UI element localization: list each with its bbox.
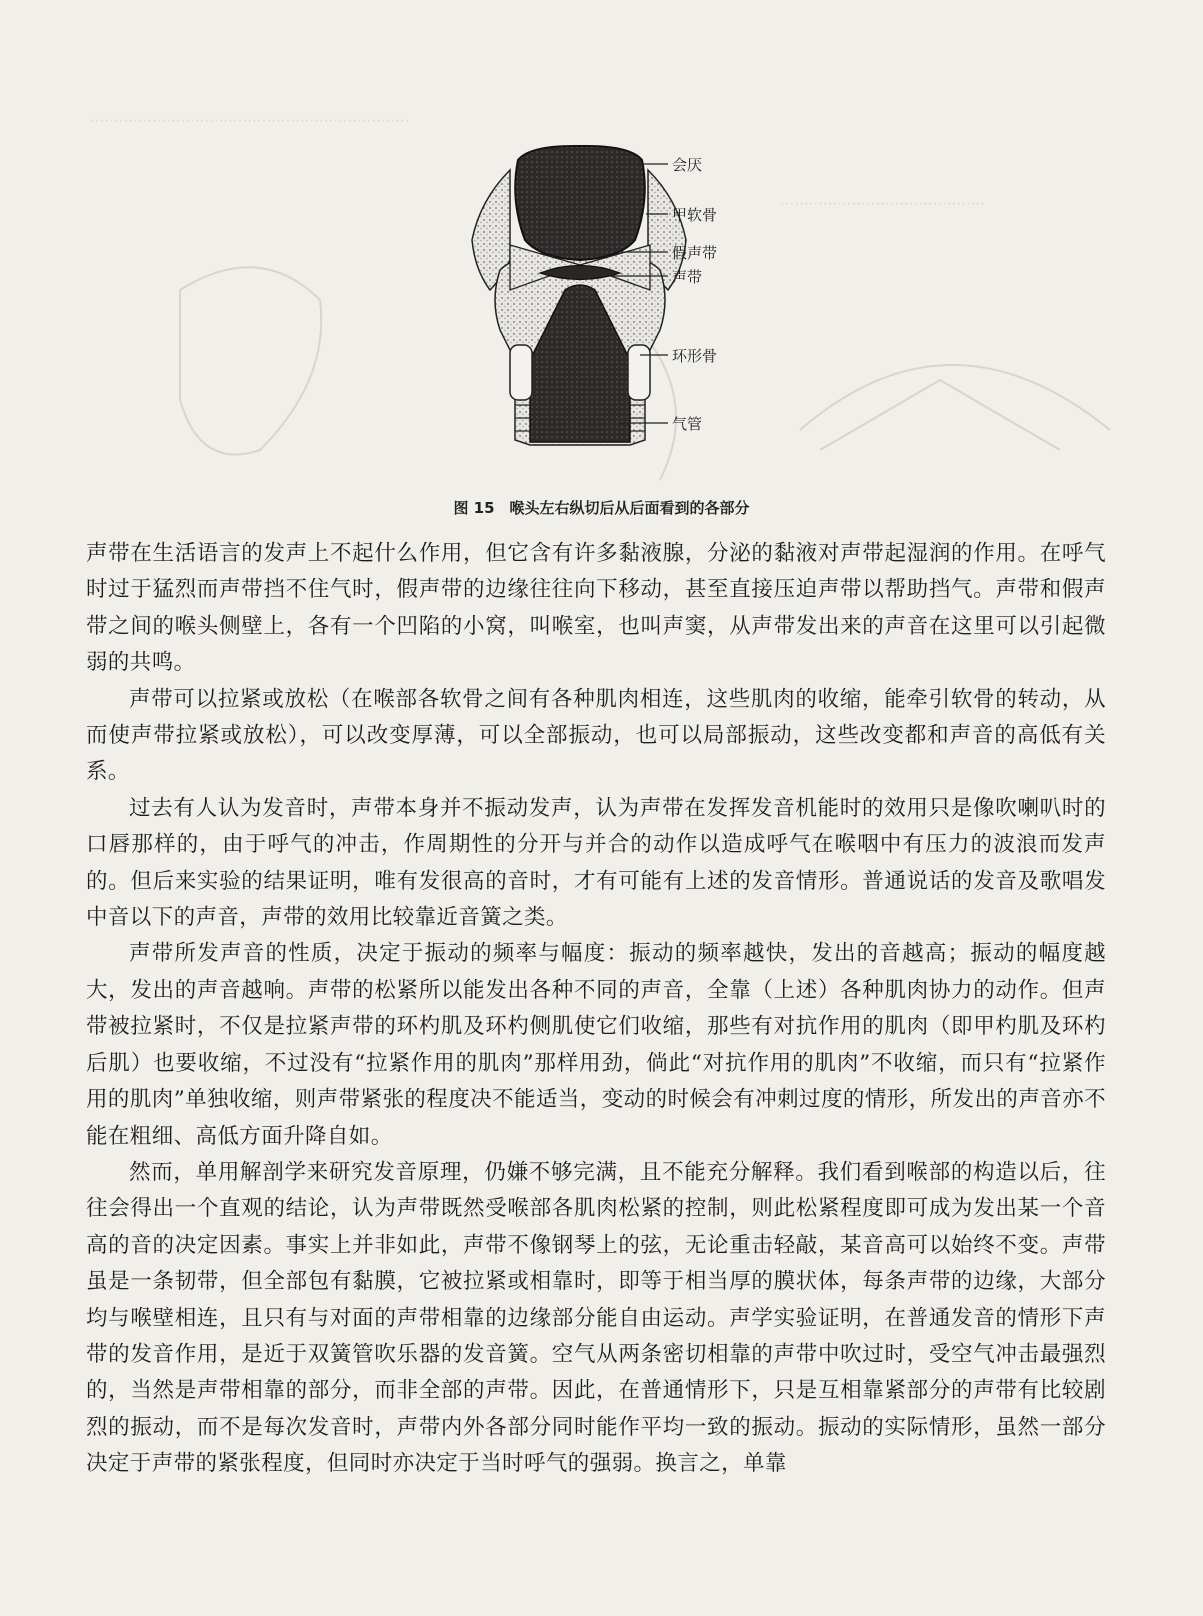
paragraph: 过去有人认为发音时，声带本身并不振动发声，认为声带在发挥发音机能时的效用只是像吹喇叭时的口唇那样的，由于呼气的冲击，作周期性的分开与并合的动作以造成呼气在喉咽中有压力的波浪而发声的。但后来实验的结果证明，唯有发很高的音时，才有可能有上述的发音情形。普通说话的发音及歌唱发中音以下的声音，声带的效用比较靠近音簧之类。 (86, 795, 1106, 931)
label-epiglottis: 会厌 (672, 156, 703, 174)
label-trachea: 气管 (672, 415, 703, 433)
larynx-cross-section-illustration (470, 140, 770, 480)
paragraph: 然而，单用解剖学来研究发音原理，仍嫌不够完满，且不能充分解释。我们看到喉部的构造以后，往往会得出一个直观的结论，认为声带既然受喉部各肌肉松紧的控制，则此松紧程度即可成为发出某一个音高的音的决定因素。事实上并非如此，声带不像钢琴上的弦，无论重击轻敲，某音高可以始终不变。声带虽是一条韧带，但全部包有黏膜，它被拉紧或相靠时，即等于相当厚的膜状体，每条声带的边缘，大部分均与喉壁相连，且只有与对面的声带相靠的边缘部分能自由运动。声学实验证明，在普通发音的情形下声带的发音作用，是近于双簧管吹乐器的发音簧。空气从两条密切相靠的声带中吹过时，受空气冲击最强烈的，当然是声带相靠的部分，而非全部的声带。因此，在普通情形下，只是互相靠紧部分的声带有比较剧烈的振动，而不是每次发音时，声带内外各部分同时能作平均一致的振动。振动的实际情形，虽然一部分决定于声带的紧张程度，但同时亦决定于当时呼气的强弱。换言之，单靠 (86, 1159, 1106, 1477)
bleed-through-text-line: ··································································· (90, 112, 410, 130)
paragraph: 声带所发声音的性质，决定于振动的频率与幅度：振动的频率越快，发出的音越高；振动的幅度越大，发出的声音越响。声带的松紧所以能发出各种不同的声音，全靠（上述）各种肌肉协力的动作。但声带被拉紧时，不仅是拉紧声带的环杓肌及环杓侧肌使它们收缩，那些有对抗作用的肌肉（即甲杓肌及环杓后肌）也要收缩，不过没有“拉紧作用的肌肉”那样用劲，倘此“对抗作用的肌肉”不收缩，而只有“拉紧作用的肌肉”单独收缩，则声带紧张的程度决不能适当，变动的时候会有冲刺过度的情形，所发出的声音亦不能在粗细、高低方面升降自如。 (86, 941, 1106, 1149)
label-thyroid-cartilage: 甲软骨 (672, 206, 718, 224)
bleed-through-text-line: ··········································· (780, 195, 986, 213)
paragraph: 声带在生活语言的发声上不起什么作用，但它含有许多黏液腺，分泌的黏液对声带起湿润的作用。在呼气时过于猛烈而声带挡不住气时，假声带的边缘往往向下移动，甚至直接压迫声带以帮助挡气。声带和假声带之间的喉头侧壁上，各有一个凹陷的小窝，叫喉室，也叫声窦，从声带发出来的声音在这里可以引起微弱的共鸣。 (86, 541, 1106, 676)
paragraph: 声带可以拉紧或放松（在喉部各软骨之间有各种肌肉相连，这些肌肉的收缩，能牵引软骨的转动，从而使声带拉紧或放松），可以改变厚薄，可以全部振动，也可以局部振动，这些改变都和声音的高低有关系。 (86, 686, 1106, 785)
figure-caption: 图 15 喉头左右纵切后从后面看到的各部分 (453, 499, 750, 517)
larynx-figure (470, 140, 770, 480)
label-cricoid-cartilage: 环形骨 (672, 347, 718, 365)
label-false-vocal-cord: 假声带 (672, 244, 718, 262)
label-vocal-cord: 声带 (672, 268, 703, 286)
body-text (86, 536, 1106, 1483)
